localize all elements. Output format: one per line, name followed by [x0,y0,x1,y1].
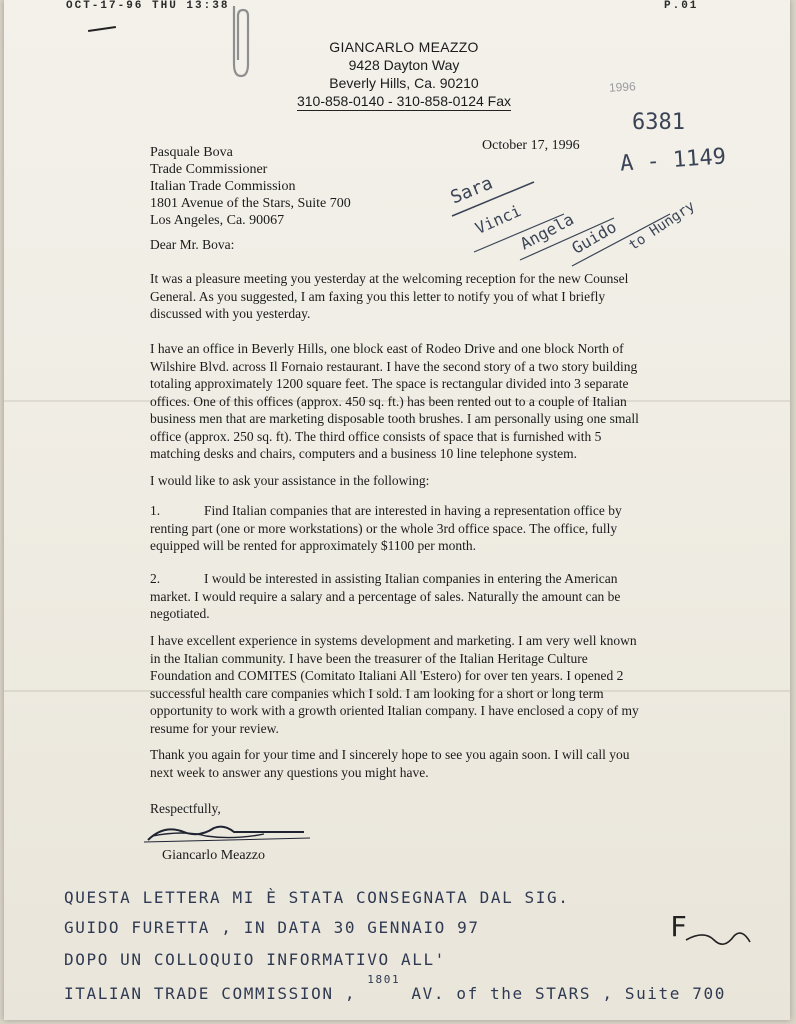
paragraph-text: It was a pleasure meeting you yesterday at the welcoming reception for the new Counsel General. As you suggested, I am faxing you this letter to notify you of what I briefly discussed with you yesterday. [150,271,629,321]
addressee-line: 1801 Avenue of the Stars, Suite 700 [150,196,351,211]
list-text: I would be interested in assisting Italian companies in entering the American market. I would require a salary and a percentage of sales. Naturally the amount can be negotiated. [150,571,621,621]
handwritten-routing-name: Vinci [472,201,524,238]
list-item-2 [150,570,650,623]
list-text: Find Italian companies that are interested in having a representation office by renting part (one or more workstations) or the whole 3rd office space. The office, fully equipped will be rented for approximately $1100 per month. [150,503,622,553]
list-number: 2. [150,571,161,586]
handwritten-routing-name: Guido [568,217,620,258]
addressee-block [150,144,351,229]
list-number: 1. [150,503,161,518]
paragraph-text: Thank you again for your time and I sincerely hope to see you again soon. I will call you next week to answer any questions you might have. [150,747,630,780]
received-stamp: 1996 [608,79,637,95]
addressee-line: Pasquale Bova [150,145,233,160]
handwritten-note-line: QUESTA LETTERA MI È STATA CONSEGNATA DAL SIG. [64,888,570,907]
letterhead-phones: 310-858-0140 - 310-858-0124 Fax [296,93,512,109]
paragraph-1 [150,270,650,323]
letterhead-name: GIANCARLO MEAZZO [329,39,479,55]
handwritten-ref-number: 6381 [632,110,685,135]
fax-page-number: P.01 [664,0,699,12]
routing-strokes [444,168,724,278]
note-part: AV. of the STARS , Suite 700 [411,984,726,1003]
handwritten-note-line: DOPO UN COLLOQUIO INFORMATIVO ALL' [64,950,446,969]
paragraph-text: I have excellent experience in systems development and marketing. I am very well known in the Italian community. I have been the treasurer of the Italian Heritage Culture Foundation and COMITES (Comitato Italiani All 'Estero) for over ten years. I opened 2 successful health care companies which I sold. I am looking for a short or long term opportunity to work with a growth oriented Italian company. I have enclosed a copy of my resume for your review. [150,633,639,736]
handwritten-initials: F [670,910,687,943]
letter-page [4,0,790,1020]
note-superscript: 1801 [367,973,401,986]
signature [144,818,314,848]
paragraph-5 [150,746,650,781]
list-item-1 [150,502,650,555]
addressee-line: Trade Commissioner [150,162,268,177]
handwritten-routing-name: Angela [516,209,577,254]
letterhead-street: 9428 Dayton Way [348,57,460,73]
handwritten-routing-name: Sara [447,172,496,209]
paragraph-text: I have an office in Beverly Hills, one block east of Rodeo Drive and one block North of Wilshire Blvd. across Il Fornaio restaurant. I have the second story of a two story building totaling approximately 1200 square feet. The space is rectangular divided into 3 separate offices. One of this offices (approx. 450 sq. ft.) has been rented out to a couple of Italian business men that are marketing disposable tooth brushes. I am personally using one small office (approx. 250 sq. ft). The third office consists of space that is furnished with 5 matching desks and chairs, computers and a business 10 line telephone system. [150,341,639,461]
addressee-line: Los Angeles, Ca. 90067 [150,213,285,228]
signer-name: Giancarlo Meazzo [162,848,265,863]
addressee-line: Italian Trade Commission [150,179,296,194]
handwritten-note-line: GUIDO FURETTA , IN DATA 30 GENNAIO 97 [64,918,480,937]
note-part: ITALIAN TRADE COMMISSION , [64,984,357,1003]
initials-strokes [684,920,754,960]
closing: Respectfully, [150,801,221,816]
letterhead-city: Beverly Hills, Ca. 90210 [329,75,479,91]
pen-mark [88,26,116,32]
handwritten-note-line [64,973,764,1003]
fax-header-line: OCT-17-96 THU 13:38 [66,0,230,12]
paragraph-2 [150,340,650,463]
letter-date: October 17, 1996 [482,138,580,153]
salutation: Dear Mr. Bova: [150,237,235,252]
letterhead [244,38,564,111]
handwritten-ref-code: A - 1149 [619,144,727,177]
paragraph-4 [150,632,650,737]
handwritten-routing-name: to Hungry [626,198,698,254]
paragraph-3: I would like to ask your assistance in the following: [150,473,430,488]
